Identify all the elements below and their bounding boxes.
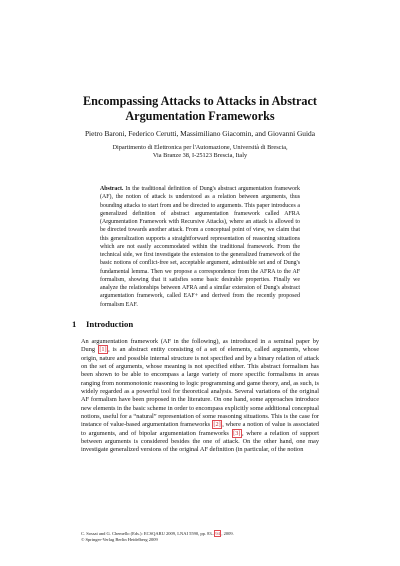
citation-link-2[interactable]: [2]: [213, 421, 221, 429]
abstract: [100, 185, 300, 309]
body-text-part-1: An argumentation framework (AF in the following), as introduced in a seminal paper by Dung: [81, 338, 319, 354]
footer-citation-text: C. Sossai and G. Chemello (Eds.): ECSQARU 2009, LNAI 5590, pp. 83–: [81, 531, 214, 536]
title-line-2: Argumentation Frameworks: [125, 109, 275, 123]
section-heading-introduction: [72, 319, 332, 329]
body-text-part-2: , is an abstract entity consisting of a set of elements, called arguments, whose origin, nature and possible internal structure is not specified and by a binary relation of attack on the set of arguments, whose meaning is not specified either. This abstract formalism has been shown to be able to encompass a large variety of more specific formalisms in areas ranging from nonmonotonic reasoning to logic programming and game theory, and, as such, is widely regarded as a powerful tool for theoretical analysis. Several variations of the original AF formalism have been proposed in the literature. On one hand, some approaches introduce new elements in the basic scheme in order to encompass explicitly some additional conceptual notions, useful for a “natural” representation of some reasoning situations. This is the case for instance of value-based argumentation frameworks: [81, 346, 319, 429]
footer-copyright-line: © Springer-Verlag Berlin Heidelberg 2009: [81, 537, 158, 543]
citation-link-1[interactable]: [1]: [99, 346, 107, 354]
title-line-1: Encompassing Attacks to Attacks in Abstract: [83, 94, 317, 108]
body-text-part-3: , where a notion of value is associated to arguments, and of bipolar argumentation frameworks: [81, 421, 319, 437]
footer-year: , 2009.: [221, 531, 234, 536]
section-title: Introduction: [86, 319, 134, 329]
abstract-text: In the traditional definition of Dung's abstract argumentation framework (AF), the notion of attack is understood as a relation between arguments, thus bounding attacks to start from and be directed to arguments. This paper introduces a generalized definition of abstract argumentation framework called AFRA (Argumentation Framework with Recursive Attacks), where an attack is allowed to be directed towards another attack. From a conceptual point of view, we claim that this generalization supports a straightforward representation of reasoning situations which are not easily accommodated within the traditional framework. From the technical side, we first investigate the extension to the generalized framework of the basic notions of conflict-free set, acceptable argument, admissible set and of Dung's fundamental lemma. Then we propose a correspondence from the AFRA to the AF formalism, showing that it satisfies some basic desirable properties. Finally we analyze the relationships between AFRA and a similar extension of Dung's abstract argumentation framework, called EAF+ and derived from the recently proposed formalism EAF.: [100, 186, 300, 308]
paper-title: [60, 94, 340, 124]
section-number: 1: [72, 319, 77, 329]
abstract-label: Abstract.: [100, 186, 124, 192]
citation-link-3[interactable]: [3]: [233, 429, 241, 437]
author-list: Pietro Baroni, Federico Cerutti, Massimiliano Giacomin, and Giovanni Guida: [84, 129, 316, 138]
body-text-part-4: , where a relation of support between arguments is considered besides the one of attack. On the other hand, one may investigate generalized versions of the original AF definition (in particular, of the notion: [81, 429, 319, 454]
affiliation-line-1: Dipartimento di Elettronica per l'Automazione, Università di Brescia,: [112, 144, 288, 151]
introduction-paragraph: [81, 338, 319, 455]
affiliation-line-2: Via Branze 38, I-25123 Brescia, Italy: [152, 152, 248, 160]
footer-page-link[interactable]: 94: [215, 531, 220, 536]
affiliation: [60, 144, 340, 161]
copyright-footer: [81, 531, 319, 543]
